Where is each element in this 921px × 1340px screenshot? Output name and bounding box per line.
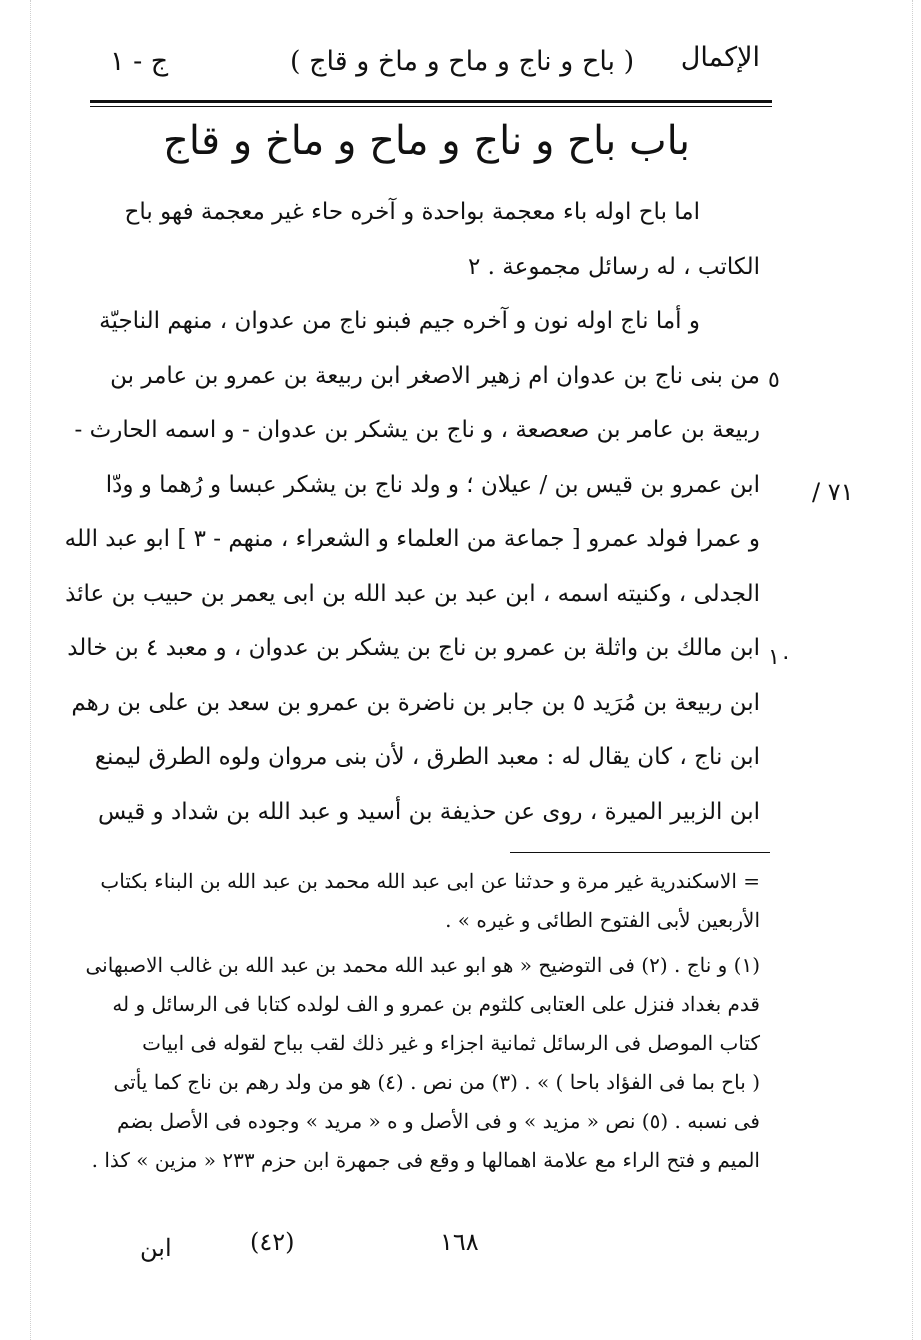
volume-label: ج - ١ xyxy=(110,46,169,77)
entry-heading: ( باح و ناج و ماح و ماخ و قاج ) xyxy=(290,46,635,77)
text-line: ابن ناج ، كان يقال له : معبد الطرق ، لأن بنى مروان ولوه الطرق ليمنع xyxy=(94,744,760,770)
scan-edge-left xyxy=(30,0,31,1340)
footnote-line: (١) و ناج . (٢) فى التوضيح « هو ابو عبد الله محمد بن عبد الله بن غالب الاصبهانى xyxy=(85,953,760,977)
page-footer xyxy=(140,1228,700,1268)
main-text xyxy=(64,185,760,839)
scan-edge-right xyxy=(912,0,913,1340)
header-rule-thin xyxy=(90,106,772,107)
footnote-line: الميم و فتح الراء مع علامة اهمالها و وقع فى جمهرة ابن حزم ٢٣٣ « مزين » كذا . xyxy=(91,1148,760,1172)
footnote-rule xyxy=(510,852,770,853)
text-line: من بنى ناج بن عدوان ام زهير الاصغر ابن ربيعة بن عمرو بن عامر بن xyxy=(110,362,760,389)
book-title: الإكمال xyxy=(680,42,760,73)
text-line: الجدلى ، وكنيته اسمه ، ابن عبد بن عبد الله بن ابى يعمر بن حبيب بن عائذ xyxy=(65,580,760,607)
catchword: ابن xyxy=(140,1234,172,1262)
page-number: ١٦٨ xyxy=(440,1228,479,1256)
text-line: الكاتب ، له رسائل مجموعة . ٢ xyxy=(468,253,760,280)
running-head xyxy=(110,40,760,90)
footnote-line: الأربعين لأبى الفتوح الطائى و غيره » . xyxy=(445,908,760,932)
footnotes xyxy=(85,862,760,1180)
text-line: و أما ناج اوله نون و آخره جيم فبنو ناج من عدوان ، منهم الناجيّة xyxy=(99,308,700,334)
line-number: ١٠ xyxy=(768,645,792,670)
text-line: و عمرا فولد عمرو [ جماعة من العلماء و الشعراء ، منهم - ٣ ] ابو عبد الله xyxy=(64,526,760,552)
text-line: اما باح اوله باء معجمة بواحدة و آخره حاء غير معجمة فهو باح xyxy=(124,199,700,225)
footnote-line: قدم بغداد فنزل على العتابى كلثوم بن عمرو و الف لولده كتابا فى الرسائل و له xyxy=(112,992,760,1016)
text-line: ابن مالك بن واثلة بن عمرو بن ناج بن يشكر بن عدوان ، و معبد ٤ بن خالد xyxy=(67,635,760,661)
signature-mark: (٤٢) xyxy=(250,1228,295,1256)
text-line: ابن الزبير الميرة ، روى عن حذيفة بن أسيد و عبد الله بن شداد و قيس xyxy=(97,798,760,825)
chapter-title: باب باح و ناج و ماح و ماخ و قاج xyxy=(163,118,690,164)
footnote-line: ( باح بما فى الفؤاد باحا ) » . (٣) من نص . (٤) هو من ولد رهم بن ناج كما يأتى xyxy=(113,1070,760,1094)
text-line: ابن عمرو بن قيس بن / عيلان ؛ و ولد ناج بن يشكر عبسا و رُهما و ودّا xyxy=(105,471,760,498)
line-number: ٥ xyxy=(768,368,780,393)
footnote-line: = الاسكندرية غير مرة و حدثنا عن ابى عبد الله محمد بن عبد الله بن البناء بكتاب xyxy=(100,869,760,893)
footnote-line: كتاب الموصل فى الرسائل ثمانية اجزاء و غير ذلك لقب بباح لقوله فى ابيات xyxy=(142,1031,760,1055)
margin-page-reference: ٧١ / xyxy=(812,478,854,506)
text-line: ربيعة بن عامر بن صعصعة ، و ناج بن يشكر بن عدوان - و اسمه الحارث - xyxy=(74,417,760,443)
text-line: ابن ربيعة بن مُرَيد ٥ بن جابر بن ناضرة بن عمرو بن سعد بن على بن رهم xyxy=(71,689,760,716)
header-rule xyxy=(90,100,772,103)
footnote-line: فى نسبه . (٥) نص « مزيد » و فى الأصل و ه « مريد » وجوده فى الأصل بضم xyxy=(117,1109,760,1133)
